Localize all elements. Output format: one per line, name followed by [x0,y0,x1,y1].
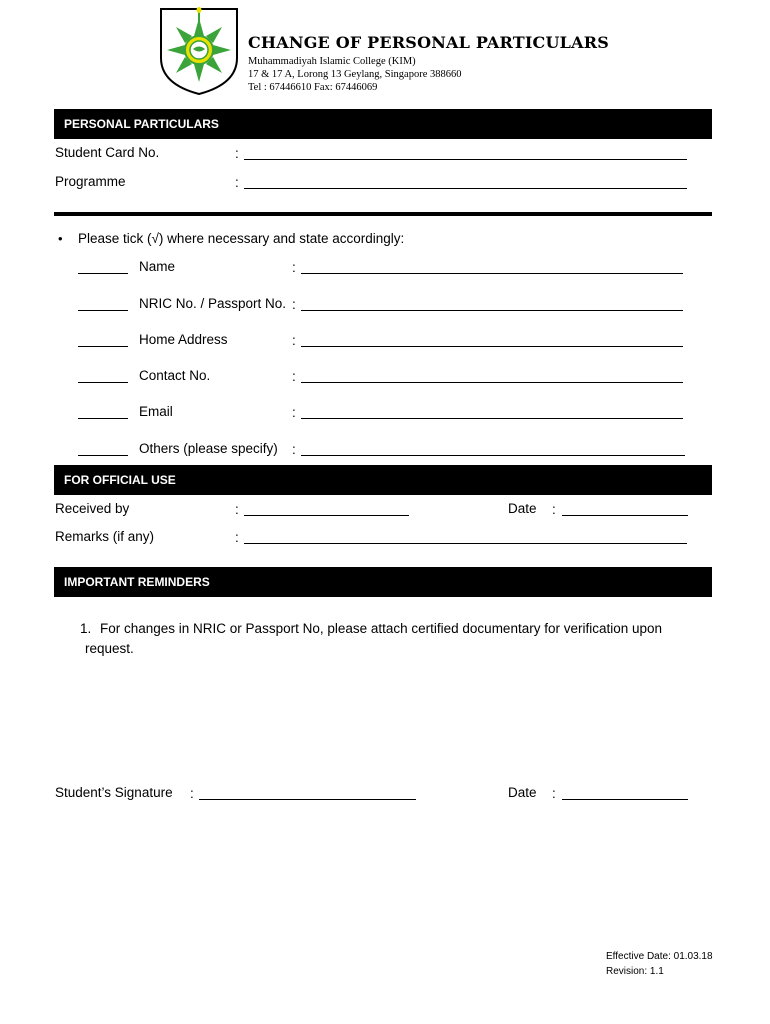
important-reminders-heading: IMPORTANT REMINDERS [54,567,712,597]
remarks-label: Remarks (if any) [55,529,155,544]
colon: : [292,333,296,348]
colon: : [235,146,239,161]
colon: : [292,442,296,457]
colon: : [292,260,296,275]
remarks-field[interactable] [244,543,687,544]
reminder-text-line1: For changes in NRIC or Passport No, please attach certified documentary for verification upon [100,621,663,636]
revision: Revision: 1.1 [606,966,664,977]
tick-item-name: Name [139,259,176,274]
official-date-field[interactable] [562,515,688,516]
tick-item-address: Home Address [139,332,228,347]
official-use-heading: FOR OFFICIAL USE [54,465,712,495]
page-title: CHANGE OF PERSONAL PARTICULARS [248,33,609,52]
colon: : [235,530,239,545]
reminder-number: 1. [80,621,92,636]
tick-item-contact: Contact No. [139,368,211,383]
effective-date: Effective Date: 01.03.18 [606,951,713,962]
tick-item-email: Email [139,404,173,419]
colon: : [235,175,239,190]
nric-field[interactable] [301,310,683,311]
email-field[interactable] [301,418,683,419]
colon: : [292,297,296,312]
programme-field[interactable] [244,188,687,189]
signature-label: Student’s Signature [55,785,173,800]
tick-box-email[interactable] [78,418,128,419]
colon: : [292,369,296,384]
received-by-field[interactable] [244,515,409,516]
personal-particulars-heading: PERSONAL PARTICULARS [54,109,712,139]
signature-field[interactable] [199,799,416,800]
reminder-text-line2: request. [85,641,134,656]
colon: : [235,502,239,517]
college-address: 17 & 17 A, Lorong 13 Geylang, Singapore 388660 [248,69,462,80]
tick-box-others[interactable] [78,455,128,456]
address-field[interactable] [301,346,683,347]
student-card-label: Student Card No. [55,145,160,160]
tick-box-name[interactable] [78,273,128,274]
colon: : [292,405,296,420]
section-divider [54,212,712,216]
contact-field[interactable] [301,382,683,383]
tick-item-others: Others (please specify) [139,441,278,456]
bullet-icon: • [58,231,63,246]
colon: : [190,786,194,801]
others-field[interactable] [301,455,685,456]
tick-box-address[interactable] [78,346,128,347]
colon: : [552,502,556,517]
college-name: Muhammadiyah Islamic College (KIM) [248,56,416,67]
tick-instruction: Please tick (√) where necessary and state accordingly: [78,231,405,246]
colon: : [552,786,556,801]
programme-label: Programme [55,174,126,189]
received-by-label: Received by [55,501,130,516]
college-logo [158,6,240,96]
name-field[interactable] [301,273,683,274]
tick-box-contact[interactable] [78,382,128,383]
signature-date-field[interactable] [562,799,688,800]
college-contact: Tel : 67446610 Fax: 67446069 [248,82,378,93]
official-date-label: Date [508,501,537,516]
tick-item-nric: NRIC No. / Passport No. [139,296,287,311]
signature-date-label: Date [508,785,537,800]
student-card-field[interactable] [244,159,687,160]
tick-box-nric[interactable] [78,310,128,311]
